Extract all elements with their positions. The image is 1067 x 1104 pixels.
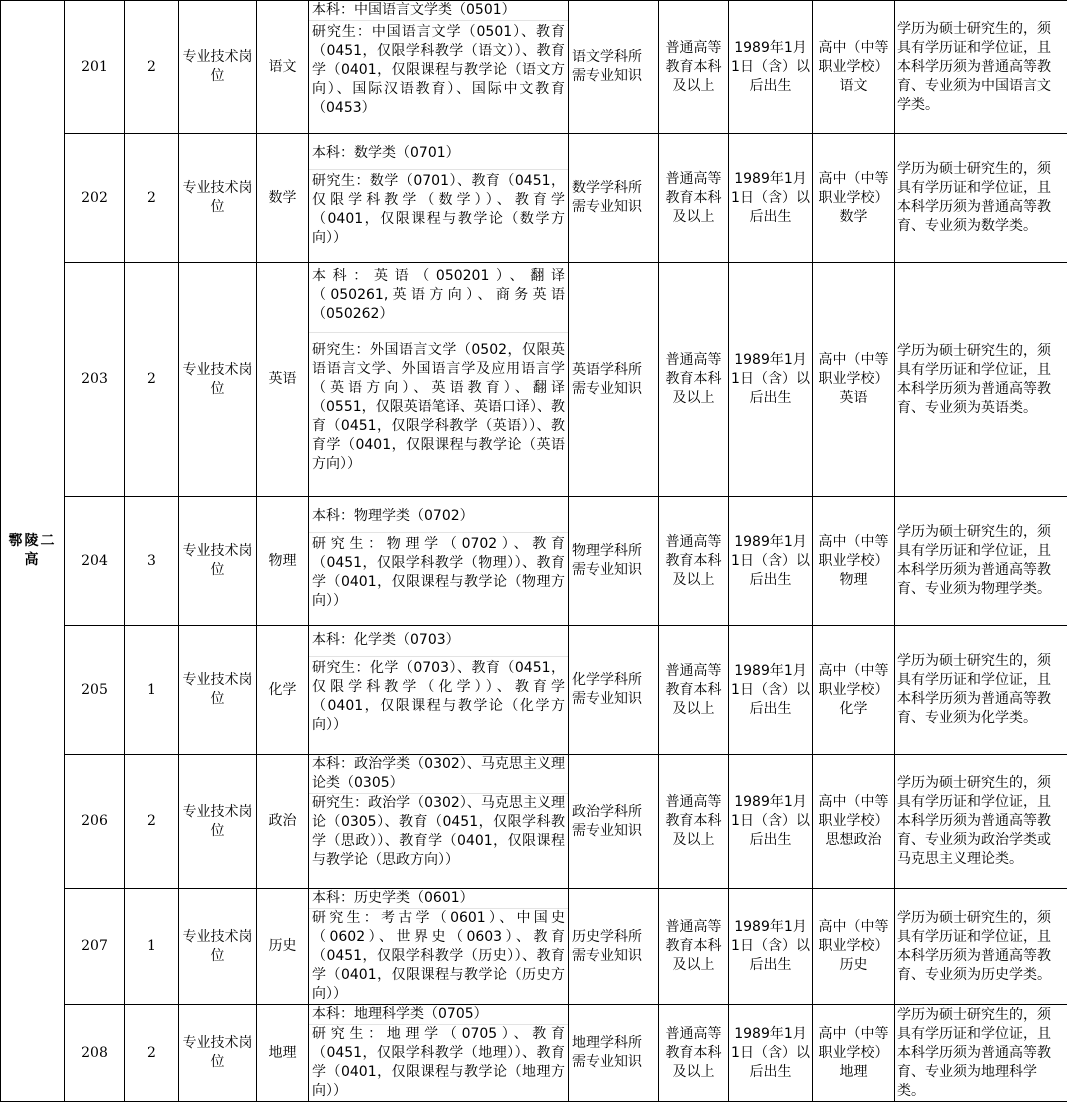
hire-count: 3 [125, 497, 179, 626]
hire-count: 2 [125, 134, 179, 263]
hire-count: 2 [125, 263, 179, 497]
subject: 数学 [257, 134, 309, 263]
undergrad-major: 本科：历史学类（0601） [309, 889, 568, 909]
remarks: 学历为硕士研究生的，须具有学历证和学位证，且本科学历须为普通高等教育、专业须为地理科学类。 [895, 1005, 1067, 1102]
position-code: 204 [65, 497, 125, 626]
position-code: 201 [65, 1, 125, 134]
major-requirement [309, 626, 569, 755]
education-requirement: 普通高等教育本科及以上 [659, 263, 729, 497]
age-requirement: 1989年1月1日（含）以后出生 [729, 497, 813, 626]
teacher-certificate: 高中（中等职业学校）语文 [813, 1, 895, 134]
hire-count: 1 [125, 889, 179, 1005]
position-code: 205 [65, 626, 125, 755]
teacher-certificate: 高中（中等职业学校）英语 [813, 263, 895, 497]
remarks: 学历为硕士研究生的，须具有学历证和学位证，且本科学历须为普通高等教育、专业须为数学类。 [895, 134, 1067, 263]
unit-name: 鄠陵二高 [1, 1, 65, 1102]
table-row [1, 1, 1067, 134]
graduate-major: 研究生：地理学（0705）、教育（0451，仅限学科教学（地理））、教育学（0401，仅限课程与教学论（地理方向）） [312, 1026, 565, 1099]
position-code: 206 [65, 755, 125, 889]
remarks: 学历为硕士研究生的，须具有学历证和学位证，且本科学历须为普通高等教育、专业须为历史学类。 [895, 889, 1067, 1005]
teacher-certificate: 高中（中等职业学校）数学 [813, 134, 895, 263]
table-row [1, 263, 1067, 497]
hire-count: 2 [125, 1005, 179, 1102]
subject: 化学 [257, 626, 309, 755]
undergrad-major: 本科：物理学类（0702） [309, 497, 568, 533]
education-requirement: 普通高等教育本科及以上 [659, 1, 729, 134]
undergrad-major: 本科：政治学类（0302）、马克思主义理论类（0305） [309, 755, 568, 794]
table-row [1, 889, 1067, 1005]
table-row [1, 134, 1067, 263]
education-requirement: 普通高等教育本科及以上 [659, 755, 729, 889]
graduate-major: 研究生：中国语言文学（0501）、教育（0451，仅限学科教学（语文））、教育学（0401，仅限课程与教学论（语文方向）、国际汉语教育）、国际中文教育（0453） [312, 24, 565, 116]
graduate-major: 研究生：化学（0703）、教育（0451，仅限学科教学（化学））、教育学（0401，仅限课程与教学论（化学方向）） [312, 660, 565, 733]
remarks: 学历为硕士研究生的，须具有学历证和学位证，且本科学历须为普通高等教育、专业须为英语类。 [895, 263, 1067, 497]
education-requirement: 普通高等教育本科及以上 [659, 134, 729, 263]
age-requirement: 1989年1月1日（含）以后出生 [729, 626, 813, 755]
position-category: 专业技术岗位 [179, 497, 257, 626]
major-requirement [309, 889, 569, 1005]
exam-content: 物理学科所需专业知识 [569, 497, 659, 626]
exam-content: 语文学科所需专业知识 [569, 1, 659, 134]
teacher-certificate: 高中（中等职业学校）化学 [813, 626, 895, 755]
undergrad-major: 本科：英语（050201）、翻译（050261,英语方向）、商务英语（050262） [309, 263, 568, 333]
table-row [1, 626, 1067, 755]
age-requirement: 1989年1月1日（含）以后出生 [729, 755, 813, 889]
subject: 语文 [257, 1, 309, 134]
graduate-major: 研究生：政治学（0302）、马克思主义理论（0305）、教育（0451，仅限学科教学（思政））、教育学（0401，仅限课程与教学论（思政方向）） [312, 795, 565, 868]
exam-content: 历史学科所需专业知识 [569, 889, 659, 1005]
graduate-major: 研究生：物理学（0702）、教育（0451，仅限学科教学（物理））、教育学（0401，仅限课程与教学论（物理方向）） [312, 536, 565, 609]
hire-count: 2 [125, 1, 179, 134]
exam-content: 数学学科所需专业知识 [569, 134, 659, 263]
remarks: 学历为硕士研究生的，须具有学历证和学位证，且本科学历须为普通高等教育、专业须为化学类。 [895, 626, 1067, 755]
exam-content: 化学学科所需专业知识 [569, 626, 659, 755]
age-requirement: 1989年1月1日（含）以后出生 [729, 134, 813, 263]
subject: 历史 [257, 889, 309, 1005]
education-requirement: 普通高等教育本科及以上 [659, 889, 729, 1005]
major-requirement [309, 755, 569, 889]
subject: 物理 [257, 497, 309, 626]
subject: 地理 [257, 1005, 309, 1102]
undergrad-major: 本科：中国语言文学类（0501） [309, 1, 568, 21]
age-requirement: 1989年1月1日（含）以后出生 [729, 263, 813, 497]
exam-content: 地理学科所需专业知识 [569, 1005, 659, 1102]
teacher-certificate: 高中（中等职业学校）历史 [813, 889, 895, 1005]
position-code: 202 [65, 134, 125, 263]
table-row [1, 755, 1067, 889]
teacher-certificate: 高中（中等职业学校）思想政治 [813, 755, 895, 889]
age-requirement: 1989年1月1日（含）以后出生 [729, 889, 813, 1005]
position-category: 专业技术岗位 [179, 626, 257, 755]
undergrad-major: 本科：数学类（0701） [309, 134, 568, 170]
position-category: 专业技术岗位 [179, 263, 257, 497]
age-requirement: 1989年1月1日（含）以后出生 [729, 1, 813, 134]
age-requirement: 1989年1月1日（含）以后出生 [729, 1005, 813, 1102]
exam-content: 政治学科所需专业知识 [569, 755, 659, 889]
position-category: 专业技术岗位 [179, 755, 257, 889]
subject: 英语 [257, 263, 309, 497]
graduate-major: 研究生：外国语言文学（0502，仅限英语语言文学、外国语言学及应用语言学（英语方向）、英语教育）、翻译（0551，仅限英语笔译、英语口译）、教育（0451，仅限学科教学（英语））、教育学（0401，仅限课程与教学论（英语方向）） [312, 342, 565, 472]
position-category: 专业技术岗位 [179, 889, 257, 1005]
education-requirement: 普通高等教育本科及以上 [659, 626, 729, 755]
education-requirement: 普通高等教育本科及以上 [659, 497, 729, 626]
education-requirement: 普通高等教育本科及以上 [659, 1005, 729, 1102]
major-requirement [309, 497, 569, 626]
exam-content: 英语学科所需专业知识 [569, 263, 659, 497]
table-row [1, 497, 1067, 626]
remarks: 学历为硕士研究生的，须具有学历证和学位证，且本科学历须为普通高等教育、专业须为中国语言文学类。 [895, 1, 1067, 134]
position-code: 207 [65, 889, 125, 1005]
major-requirement [309, 1, 569, 134]
position-category: 专业技术岗位 [179, 134, 257, 263]
teacher-certificate: 高中（中等职业学校）地理 [813, 1005, 895, 1102]
graduate-major: 研究生：考古学（0601）、中国史（0602）、世界史（0603）、教育（0451，仅限学科教学（历史））、教育学（0401，仅限课程与教学论（历史方向）） [312, 910, 565, 1002]
subject: 政治 [257, 755, 309, 889]
remarks: 学历为硕士研究生的，须具有学历证和学位证，且本科学历须为普通高等教育、专业须为物理学类。 [895, 497, 1067, 626]
major-requirement [309, 263, 569, 497]
hire-count: 2 [125, 755, 179, 889]
teacher-certificate: 高中（中等职业学校）物理 [813, 497, 895, 626]
position-code: 208 [65, 1005, 125, 1102]
major-requirement [309, 134, 569, 263]
position-category: 专业技术岗位 [179, 1, 257, 134]
undergrad-major: 本科：化学类（0703） [309, 626, 568, 657]
hire-count: 1 [125, 626, 179, 755]
graduate-major: 研究生：数学（0701）、教育（0451，仅限学科教学（数学））、教育学（0401，仅限课程与教学论（数学方向）） [312, 173, 565, 246]
table-row [1, 1005, 1067, 1102]
position-code: 203 [65, 263, 125, 497]
position-category: 专业技术岗位 [179, 1005, 257, 1102]
undergrad-major: 本科：地理科学类（0705） [309, 1005, 568, 1025]
major-requirement [309, 1005, 569, 1102]
remarks: 学历为硕士研究生的，须具有学历证和学位证，且本科学历须为普通高等教育、专业须为政治学类或马克思主义理论类。 [895, 755, 1067, 889]
